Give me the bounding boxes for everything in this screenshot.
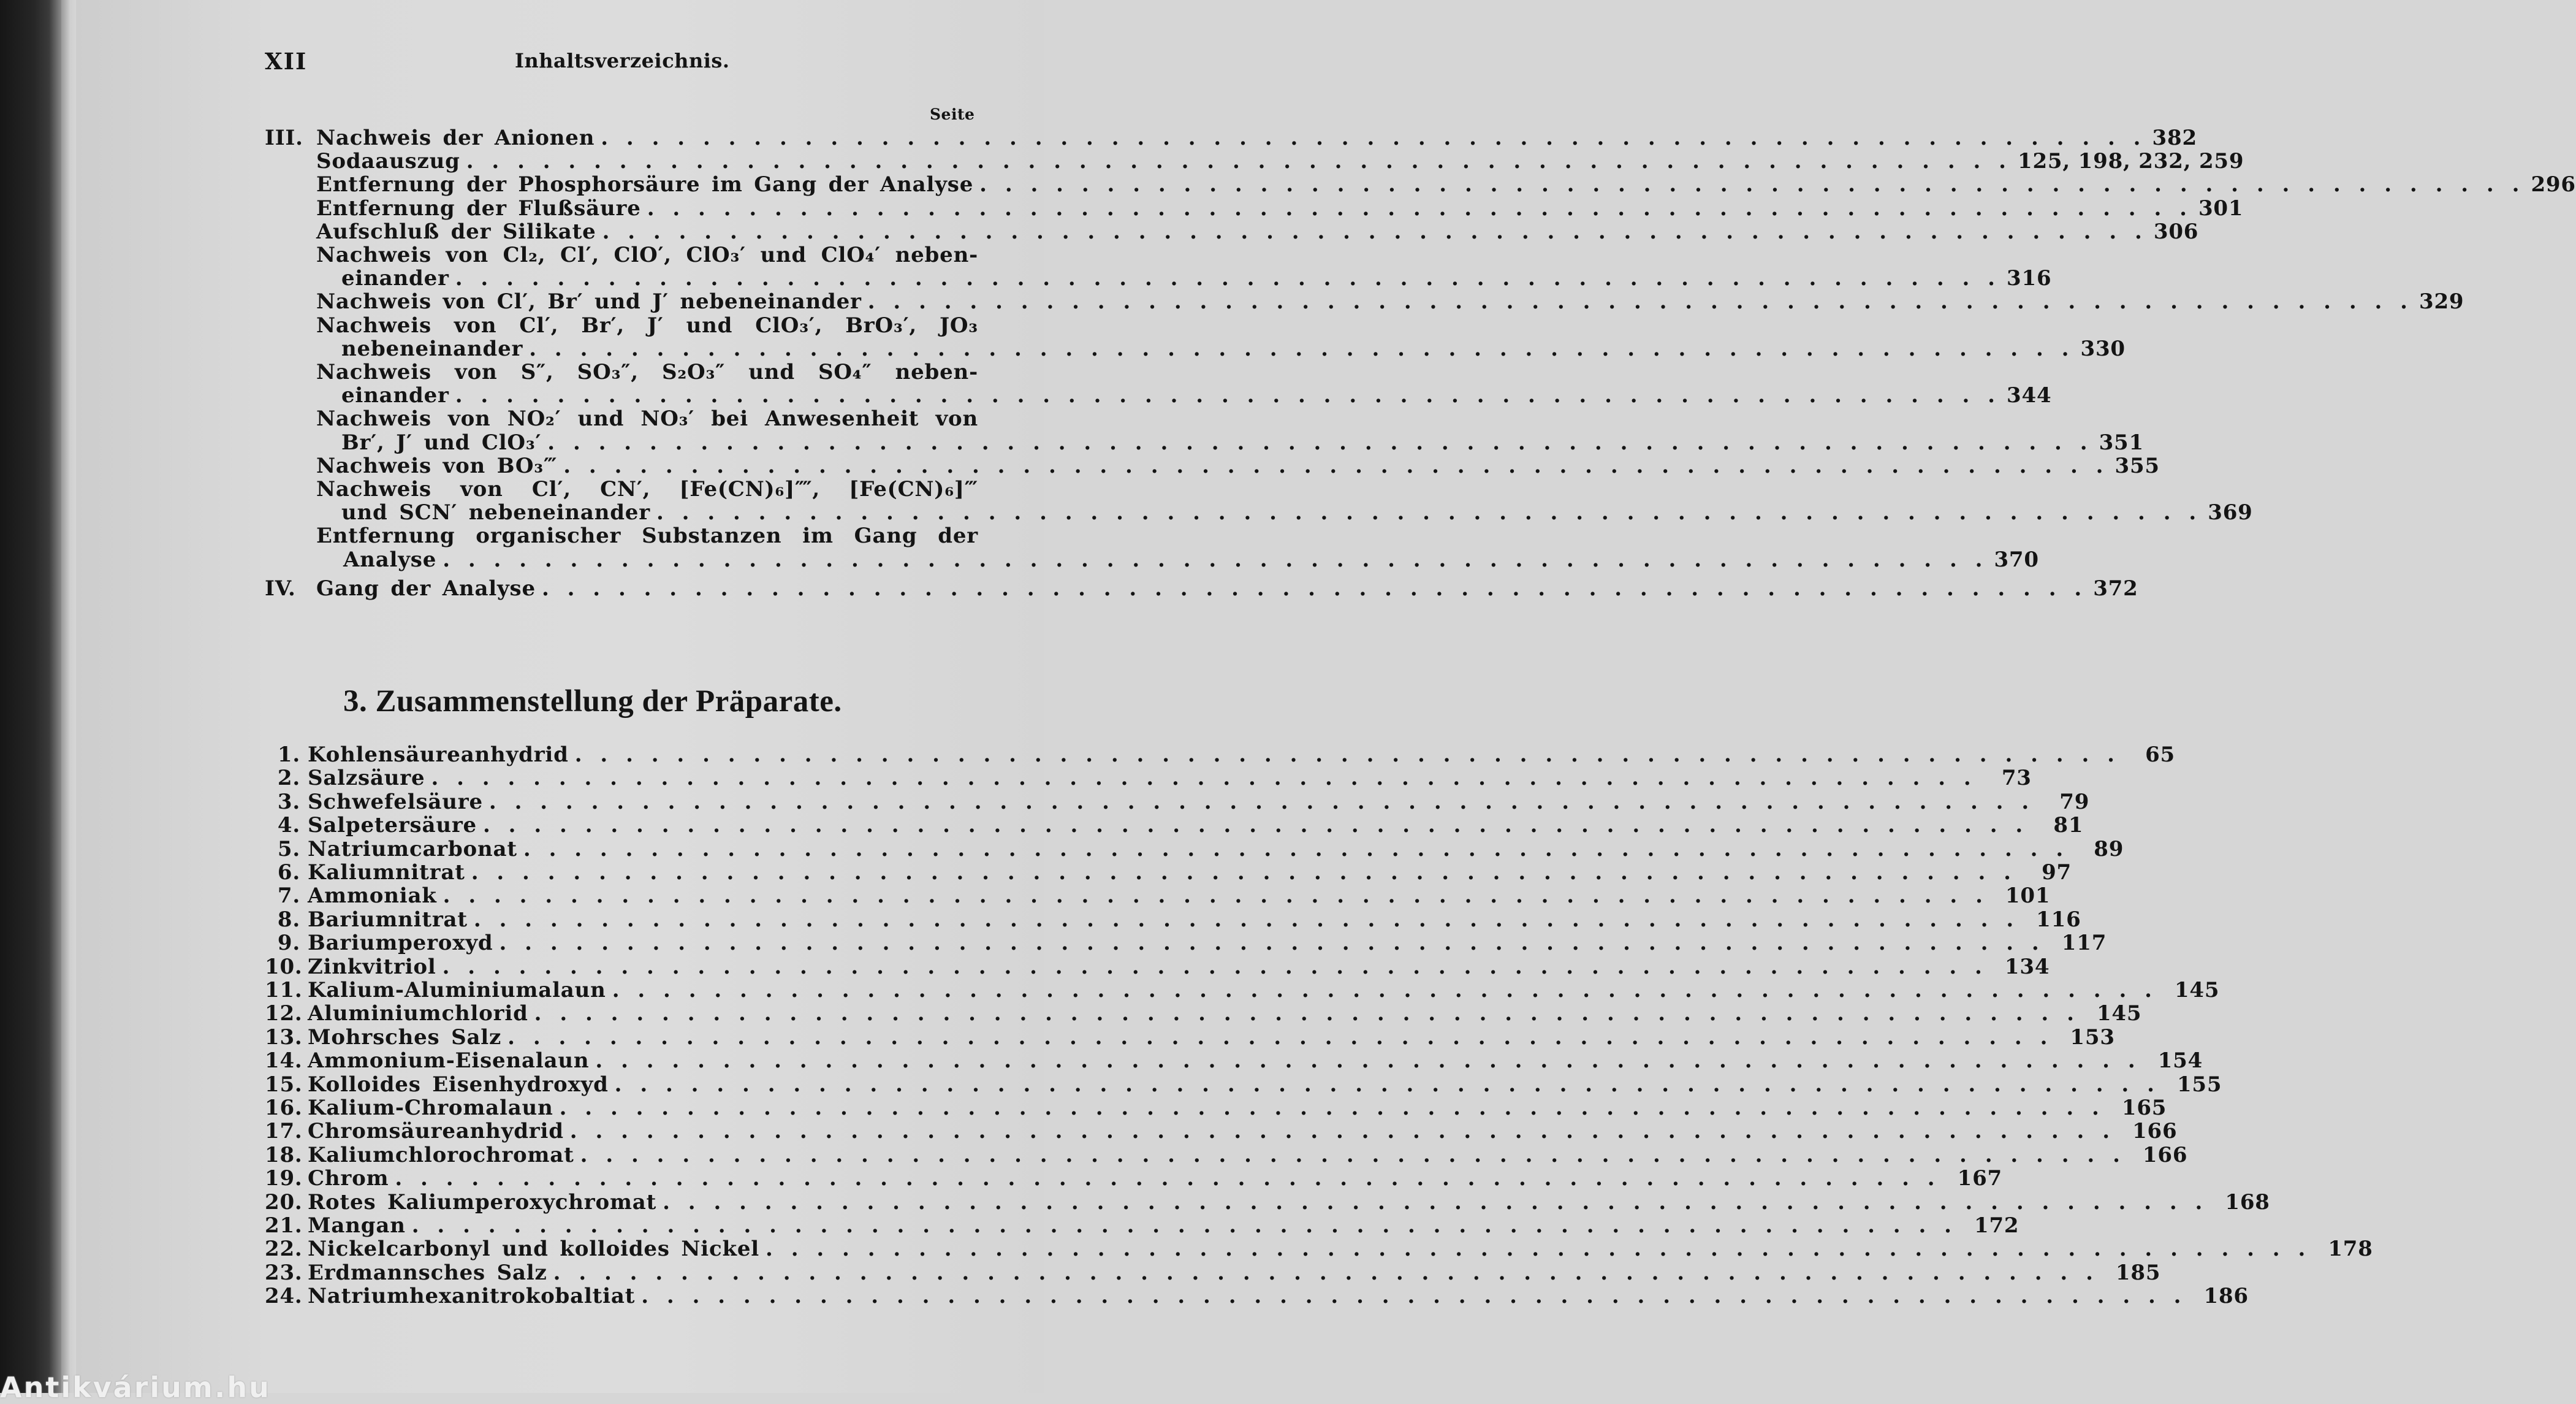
toc-line xyxy=(265,243,978,267)
preparation-number: 19. xyxy=(265,1166,303,1191)
preparation-number: 20. xyxy=(265,1189,303,1215)
preparation-name: Mohrsches Salz xyxy=(308,1024,502,1050)
preparation-body xyxy=(308,1119,2178,1144)
preparation-page: 145 xyxy=(2096,1001,2142,1026)
preparation-number: 4. xyxy=(277,813,300,838)
preparation-name: Mangan xyxy=(308,1213,406,1238)
preparation-page: 168 xyxy=(2225,1189,2270,1215)
preparation-name: Aluminiumchlorid xyxy=(308,1001,528,1026)
toc-line xyxy=(265,576,2138,601)
preparation-row xyxy=(265,1024,2115,1050)
toc-entry-body xyxy=(316,453,2160,478)
dot-leader: . . . . . . . . . . . . . . . . . . . . . . . . . . . . . . . . . . . . . . . . . . . . . . . . . . . . . . . . . . . . . xyxy=(553,1260,2099,1285)
toc-page-number: 125, 198, 232, 259 xyxy=(2018,149,2244,174)
preparation-row xyxy=(265,1048,2203,1074)
preparation-page: 89 xyxy=(2094,836,2124,861)
preparation-page: 155 xyxy=(2176,1072,2222,1097)
preparation-body xyxy=(308,1001,2142,1026)
preparation-row xyxy=(265,1001,2142,1026)
preparation-row xyxy=(265,954,2050,979)
toc-line xyxy=(265,172,2576,197)
preparation-row xyxy=(265,1284,2249,1309)
book-spine-shadow xyxy=(0,0,61,1393)
dot-leader: . . . . . . . . . . . . . . . . . . . . . . . . . . . . . . . . . . . . . . . . . . . . . . . . . . . . . . . . . . . . . xyxy=(580,1142,2126,1167)
preparation-number: 8. xyxy=(277,907,300,932)
preparation-body xyxy=(308,1166,2003,1191)
preparation-number: 2. xyxy=(277,766,300,791)
preparation-page: 65 xyxy=(2145,742,2175,767)
dot-leader: . . . . . . . . . . . . . . . . . . . . . . . . . . . . . . . . . . . . . . . . . . . . . . . . . . . . . . . . . . . . . xyxy=(471,860,2016,885)
preparation-row xyxy=(265,1096,2167,1120)
preparation-name: Kalium-Aluminiumalaun xyxy=(308,978,606,1002)
toc-entry-body xyxy=(316,360,978,384)
preparation-page: 165 xyxy=(2121,1096,2167,1120)
dot-leader: . . . . . . . . . . . . . . . . . . . . . . . . . . . . . . . . . . . . . . . . . . . . . . . . . . . . . . . . . . . . . xyxy=(601,126,2146,150)
toc-entry-body xyxy=(316,196,2244,221)
toc-entry-title: Gang der Analyse xyxy=(316,576,536,601)
preparation-body xyxy=(308,742,2175,767)
preparation-page: 172 xyxy=(1974,1213,2019,1238)
preparation-body xyxy=(308,1072,2222,1097)
preparation-body xyxy=(308,813,2084,838)
preparation-body xyxy=(308,1213,2019,1238)
toc-entry-body xyxy=(341,336,2126,361)
preparation-name: Schwefelsäure xyxy=(308,789,483,814)
dot-leader: . . . . . . . . . . . . . . . . . . . . . . . . . . . . . . . . . . . . . . . . . . . . . . . . . . . . . . . . . . . . . xyxy=(663,1189,2208,1215)
toc-entry-title: Entfernung organischer Substanzen im Gang der xyxy=(316,524,978,549)
preparation-body xyxy=(308,1096,2167,1120)
preparation-page: 81 xyxy=(2053,813,2084,838)
dot-leader: . . . . . . . . . . . . . . . . . . . . . . . . . . . . . . . . . . . . . . . . . . . . . . . . . . . . . . . . . . . . . xyxy=(466,149,2012,174)
preparation-body xyxy=(308,1284,2249,1309)
dot-leader: . . . . . . . . . . . . . . . . . . . . . . . . . . . . . . . . . . . . . . . . . . . . . . . . . . . . . . . . . . . . . xyxy=(979,172,2525,197)
preparation-name: Zinkvitriol xyxy=(308,954,436,979)
dot-leader: . . . . . . . . . . . . . . . . . . . . . . . . . . . . . . . . . . . . . . . . . . . . . . . . . . . . . . . . . . . . . xyxy=(488,789,2035,814)
toc-line xyxy=(265,477,978,502)
page-gutter xyxy=(61,0,76,1393)
toc-entry-body xyxy=(316,289,2464,315)
preparation-page: 134 xyxy=(2004,954,2050,979)
dot-leader: . . . . . . . . . . . . . . . . . . . . . . . . . . . . . . . . . . . . . . . . . . . . . . . . . . . . . . . . . . . . . xyxy=(541,576,2088,601)
toc-entry-title: Entfernung der Phosphorsäure im Gang der Analyse xyxy=(316,172,974,197)
dot-leader: . . . . . . . . . . . . . . . . . . . . . . . . . . . . . . . . . . . . . . . . . . . . . . . . . . . . . . . . . . . . . xyxy=(483,813,2029,838)
preparation-number: 22. xyxy=(265,1237,303,1262)
toc-line xyxy=(265,219,2199,244)
toc-entry-body xyxy=(316,149,2244,174)
toc-page-number: 370 xyxy=(1994,547,2039,572)
toc-entry-title: Nachweis von BO₃‴ xyxy=(316,453,558,478)
toc-entry-title: nebeneinander xyxy=(341,336,523,361)
dot-leader: . . . . . . . . . . . . . . . . . . . . . . . . . . . . . . . . . . . . . . . . . . . . . . . . . . . . . . . . . . . . . xyxy=(766,1237,2311,1262)
dot-leader: . . . . . . . . . . . . . . . . . . . . . . . . . . . . . . . . . . . . . . . . . . . . . . . . . . . . . . . . . . . . . xyxy=(612,978,2157,1002)
preparation-name: Chrom xyxy=(308,1166,389,1191)
toc-page-number: 301 xyxy=(2198,196,2244,221)
dot-leader: . . . . . . . . . . . . . . . . . . . . . . . . . . . . . . . . . . . . . . . . . . . . . . . . . . . . . . . . . . . . . xyxy=(499,931,2045,956)
toc-page-number: 344 xyxy=(2007,383,2052,408)
dot-leader: . . . . . . . . . . . . . . . . . . . . . . . . . . . . . . . . . . . . . . . . . . . . . . . . . . . . . . . . . . . . . xyxy=(656,500,2202,525)
preparation-name: Chromsäureanhydrid xyxy=(308,1119,564,1144)
toc-entry-body xyxy=(341,266,2052,291)
toc-line xyxy=(265,149,2244,174)
preparation-number: 12. xyxy=(265,1001,303,1026)
preparation-number: 24. xyxy=(265,1284,303,1309)
preparation-number: 3. xyxy=(277,789,300,814)
preparation-name: Erdmannsches Salz xyxy=(308,1260,547,1285)
dot-leader: . . . . . . . . . . . . . . . . . . . . . . . . . . . . . . . . . . . . . . . . . . . . . . . . . . . . . . . . . . . . . xyxy=(595,1048,2141,1074)
toc-entry-title: Nachweis von Cl′, CN′, [Fe(CN)₆]⁗, [Fe(CN)₆]‴ xyxy=(316,477,978,502)
preparation-row xyxy=(265,1189,2270,1215)
preparation-row xyxy=(265,1072,2222,1097)
toc-entry-title: einander xyxy=(341,383,449,408)
preparation-name: Salzsäure xyxy=(308,766,425,791)
preparation-name: Salpetersäure xyxy=(308,813,477,838)
toc-page-number: 382 xyxy=(2152,126,2197,150)
toc-line xyxy=(265,126,2197,150)
toc-page-number: 351 xyxy=(2099,430,2144,455)
dot-leader: . . . . . . . . . . . . . . . . . . . . . . . . . . . . . . . . . . . . . . . . . . . . . . . . . . . . . . . . . . . . . xyxy=(443,883,1988,909)
toc-line xyxy=(265,547,2039,572)
preparation-page: 178 xyxy=(2328,1237,2373,1262)
toc-entry-number: III. xyxy=(265,126,303,150)
preparation-body xyxy=(308,954,2050,979)
preparation-body xyxy=(308,860,2072,885)
preparation-page: 154 xyxy=(2157,1048,2203,1074)
preparation-row xyxy=(265,931,2107,956)
dot-leader: . . . . . . . . . . . . . . . . . . . . . . . . . . . . . . . . . . . . . . . . . . . . . . . . . . . . . . . . . . . . . xyxy=(641,1284,2187,1309)
toc-entry-title: Analyse xyxy=(343,547,437,572)
preparation-name: Kaliumchlorochromat xyxy=(308,1142,574,1167)
dot-leader: . . . . . . . . . . . . . . . . . . . . . . . . . . . . . . . . . . . . . . . . . . . . . . . . . . . . . . . . . . . . . xyxy=(569,1119,2116,1144)
toc-entry-body xyxy=(316,126,2197,150)
preparation-name: Bariumnitrat xyxy=(308,907,468,932)
toc-entry-title: Nachweis von Cl′, Br′, J′ und ClO₃′, BrO₃′, JO₃ xyxy=(316,313,978,338)
toc-entry-title: Aufschluß der Silikate xyxy=(316,219,596,244)
preparation-page: 101 xyxy=(2005,883,2051,909)
preparation-page: 166 xyxy=(2142,1142,2188,1167)
toc-line xyxy=(265,430,2144,455)
preparation-body xyxy=(308,1260,2161,1285)
toc-page-number: 330 xyxy=(2080,336,2126,361)
preparation-page: 97 xyxy=(2042,860,2072,885)
toc-entry-body xyxy=(341,500,2253,525)
toc-entry-title: einander xyxy=(341,266,449,291)
toc-entry-body xyxy=(341,383,2052,408)
preparation-number: 1. xyxy=(277,742,300,767)
dot-leader: . . . . . . . . . . . . . . . . . . . . . . . . . . . . . . . . . . . . . . . . . . . . . . . . . . . . . . . . . . . . . xyxy=(411,1213,1957,1238)
preparation-page: 185 xyxy=(2115,1260,2161,1285)
preparation-body xyxy=(308,1024,2115,1050)
preparation-row xyxy=(265,813,2084,838)
preparation-number: 11. xyxy=(265,978,303,1002)
toc-entry-body xyxy=(316,406,978,431)
toc-entry-body xyxy=(341,430,2144,455)
preparation-page: 79 xyxy=(2059,789,2090,814)
toc-entry-title: Nachweis von Cl₂, Cl′, ClO′, ClO₃′ und ClO₄′ neben- xyxy=(316,243,978,267)
toc-line xyxy=(265,383,2052,408)
preparation-number: 16. xyxy=(265,1096,303,1120)
toc-entry-title: Br′, J′ und ClO₃′ xyxy=(341,430,542,455)
preparation-number: 14. xyxy=(265,1048,303,1074)
toc-page-number: 306 xyxy=(2153,219,2199,244)
watermark: Antikvárium.hu xyxy=(0,1371,271,1404)
preparation-number: 10. xyxy=(265,954,303,979)
dot-leader: . . . . . . . . . . . . . . . . . . . . . . . . . . . . . . . . . . . . . . . . . . . . . . . . . . . . . . . . . . . . . xyxy=(614,1072,2160,1097)
preparation-body xyxy=(308,907,2081,932)
toc-entry-title: Entfernung der Flußsäure xyxy=(316,196,641,221)
running-title: Inhaltsverzeichnis. xyxy=(515,49,730,72)
dot-leader: . . . . . . . . . . . . . . . . . . . . . . . . . . . . . . . . . . . . . . . . . . . . . . . . . . . . . . . . . . . . . xyxy=(395,1166,1940,1191)
running-head xyxy=(265,48,978,78)
preparation-body xyxy=(308,1142,2188,1167)
toc-line xyxy=(265,196,2244,221)
preparation-number: 6. xyxy=(277,860,300,885)
preparation-body xyxy=(308,836,2124,861)
preparation-page: 167 xyxy=(1957,1166,2003,1191)
dot-leader: . . . . . . . . . . . . . . . . . . . . . . . . . . . . . . . . . . . . . . . . . . . . . . . . . . . . . . . . . . . . . xyxy=(647,196,2192,221)
toc-entry-body xyxy=(316,576,2138,601)
dot-leader: . . . . . . . . . . . . . . . . . . . . . . . . . . . . . . . . . . . . . . . . . . . . . . . . . . . . . . . . . . . . . xyxy=(455,383,2001,408)
preparation-number: 13. xyxy=(265,1024,303,1050)
toc-entry-title: Nachweis von S″, SO₃″, S₂O₃″ und SO₄″ neben- xyxy=(316,360,978,384)
preparation-row xyxy=(265,836,2124,861)
preparation-number: 7. xyxy=(277,883,300,909)
toc-page-number: 296 xyxy=(2531,172,2576,197)
preparation-body xyxy=(308,883,2051,909)
preparation-body xyxy=(308,766,2032,791)
toc-entry-title: Sodaauszug xyxy=(316,149,460,174)
preparation-body xyxy=(308,931,2107,956)
preparation-page: 73 xyxy=(2001,766,2032,791)
dot-leader: . . . . . . . . . . . . . . . . . . . . . . . . . . . . . . . . . . . . . . . . . . . . . . . . . . . . . . . . . . . . . xyxy=(455,266,2001,291)
dot-leader: . . . . . . . . . . . . . . . . . . . . . . . . . . . . . . . . . . . . . . . . . . . . . . . . . . . . . . . . . . . . . xyxy=(867,289,2414,315)
preparation-body xyxy=(308,789,2090,814)
preparation-row xyxy=(265,1213,2019,1238)
preparation-number: 17. xyxy=(265,1119,303,1144)
toc-line xyxy=(265,336,2126,361)
preparation-body xyxy=(308,1048,2203,1074)
page-column-label: Seite xyxy=(930,105,975,123)
toc-line xyxy=(265,453,2160,478)
toc-page-number: 369 xyxy=(2208,500,2253,525)
preparation-row xyxy=(265,789,2090,814)
dot-leader: . . . . . . . . . . . . . . . . . . . . . . . . . . . . . . . . . . . . . . . . . . . . . . . . . . . . . . . . . . . . . xyxy=(443,547,1988,572)
preparation-name: Kolloides Eisenhydroxyd xyxy=(308,1072,609,1097)
toc-line xyxy=(265,360,978,384)
toc-entry-title: Nachweis von Cl′, Br′ und J′ nebeneinander xyxy=(316,289,862,315)
preparation-body xyxy=(308,1237,2373,1262)
preparation-number: 21. xyxy=(265,1213,303,1238)
toc-page-number: 355 xyxy=(2114,453,2160,478)
preparation-name: Nickelcarbonyl und kolloides Nickel xyxy=(308,1237,760,1262)
dot-leader: . . . . . . . . . . . . . . . . . . . . . . . . . . . . . . . . . . . . . . . . . . . . . . . . . . . . . . . . . . . . . xyxy=(523,836,2069,861)
dot-leader: . . . . . . . . . . . . . . . . . . . . . . . . . . . . . . . . . . . . . . . . . . . . . . . . . . . . . . . . . . . . . xyxy=(473,907,2019,932)
preparation-row xyxy=(265,860,2072,885)
toc-page-number: 329 xyxy=(2419,289,2464,315)
page-number: XII xyxy=(265,48,308,75)
dot-leader: . . . . . . . . . . . . . . . . . . . . . . . . . . . . . . . . . . . . . . . . . . . . . . . . . . . . . . . . . . . . . xyxy=(559,1096,2105,1120)
toc-line xyxy=(265,524,978,548)
preparation-name: Kaliumnitrat xyxy=(308,860,465,885)
toc-line xyxy=(265,289,2464,315)
toc-entry-body xyxy=(316,219,2199,244)
preparation-row xyxy=(265,883,2051,909)
dot-leader: . . . . . . . . . . . . . . . . . . . . . . . . . . . . . . . . . . . . . . . . . . . . . . . . . . . . . . . . . . . . . xyxy=(602,219,2148,244)
preparation-name: Natriumcarbonat xyxy=(308,836,517,861)
preparation-body xyxy=(308,1189,2270,1215)
dot-leader: . . . . . . . . . . . . . . . . . . . . . . . . . . . . . . . . . . . . . . . . . . . . . . . . . . . . . . . . . . . . . xyxy=(529,336,2075,361)
toc-page-number: 372 xyxy=(2093,576,2138,601)
toc-entry-body xyxy=(343,547,2039,572)
preparation-row xyxy=(265,1119,2178,1144)
toc-line xyxy=(265,266,2052,291)
preparation-name: Kohlensäureanhydrid xyxy=(308,742,569,767)
preparation-page: 117 xyxy=(2061,931,2107,956)
preparation-page: 153 xyxy=(2070,1024,2115,1050)
preparation-name: Ammonium-Eisenalaun xyxy=(308,1048,590,1074)
preparation-row xyxy=(265,766,2032,791)
preparation-row xyxy=(265,742,2175,767)
toc-entry-title: Nachweis von NO₂′ und NO₃′ bei Anwesenheit von xyxy=(316,406,978,432)
preparation-name: Kalium-Chromalaun xyxy=(308,1096,553,1120)
preparation-number: 9. xyxy=(277,931,300,956)
dot-leader: . . . . . . . . . . . . . . . . . . . . . . . . . . . . . . . . . . . . . . . . . . . . . . . . . . . . . . . . . . . . . xyxy=(507,1024,2053,1050)
preparation-number: 23. xyxy=(265,1260,303,1285)
preparation-body xyxy=(308,978,2220,1002)
preparation-row xyxy=(265,978,2220,1002)
dot-leader: . . . . . . . . . . . . . . . . . . . . . . . . . . . . . . . . . . . . . . . . . . . . . . . . . . . . . . . . . . . . . xyxy=(431,766,1977,791)
preparation-page: 116 xyxy=(2036,907,2081,932)
preparation-name: Rotes Kaliumperoxychromat xyxy=(308,1189,657,1215)
preparation-number: 18. xyxy=(265,1142,303,1167)
toc-entry-body xyxy=(316,524,978,548)
preparation-name: Bariumperoxyd xyxy=(308,931,493,956)
preparation-row xyxy=(265,1142,2188,1167)
preparation-name: Ammoniak xyxy=(308,883,437,909)
toc-page-number: 316 xyxy=(2007,266,2052,291)
preparation-row xyxy=(265,907,2081,932)
preparation-page: 145 xyxy=(2174,978,2220,1002)
toc-entry-body xyxy=(316,172,2576,197)
section-heading: 3. Zusammenstellung der Präparate. xyxy=(343,684,842,719)
preparation-row xyxy=(265,1166,2003,1191)
toc-entry-body xyxy=(316,313,978,338)
toc-entry-body xyxy=(316,477,978,502)
toc-entry-title: Nachweis der Anionen xyxy=(316,126,595,150)
dot-leader: . . . . . . . . . . . . . . . . . . . . . . . . . . . . . . . . . . . . . . . . . . . . . . . . . . . . . . . . . . . . . xyxy=(563,453,2109,478)
dot-leader: . . . . . . . . . . . . . . . . . . . . . . . . . . . . . . . . . . . . . . . . . . . . . . . . . . . . . . . . . . . . . xyxy=(574,742,2120,767)
preparation-number: 15. xyxy=(265,1072,303,1097)
dot-leader: . . . . . . . . . . . . . . . . . . . . . . . . . . . . . . . . . . . . . . . . . . . . . . . . . . . . . . . . . . . . . xyxy=(547,430,2093,455)
preparation-row xyxy=(265,1260,2161,1285)
toc-line xyxy=(265,313,978,338)
toc-entry-number: IV. xyxy=(265,576,296,601)
dot-leader: . . . . . . . . . . . . . . . . . . . . . . . . . . . . . . . . . . . . . . . . . . . . . . . . . . . . . . . . . . . . . xyxy=(442,954,1988,979)
toc-line xyxy=(265,406,978,431)
toc-entry-title: und SCN′ nebeneinander xyxy=(341,500,650,525)
toc-line xyxy=(265,500,2253,525)
preparation-row xyxy=(265,1237,2373,1262)
preparation-page: 166 xyxy=(2132,1119,2178,1144)
toc-entry-body xyxy=(316,243,978,267)
preparation-number: 5. xyxy=(277,836,300,861)
preparation-name: Natriumhexanitrokobaltiat xyxy=(308,1284,636,1309)
preparation-page: 186 xyxy=(2203,1284,2249,1309)
dot-leader: . . . . . . . . . . . . . . . . . . . . . . . . . . . . . . . . . . . . . . . . . . . . . . . . . . . . . . . . . . . . . xyxy=(534,1001,2080,1026)
